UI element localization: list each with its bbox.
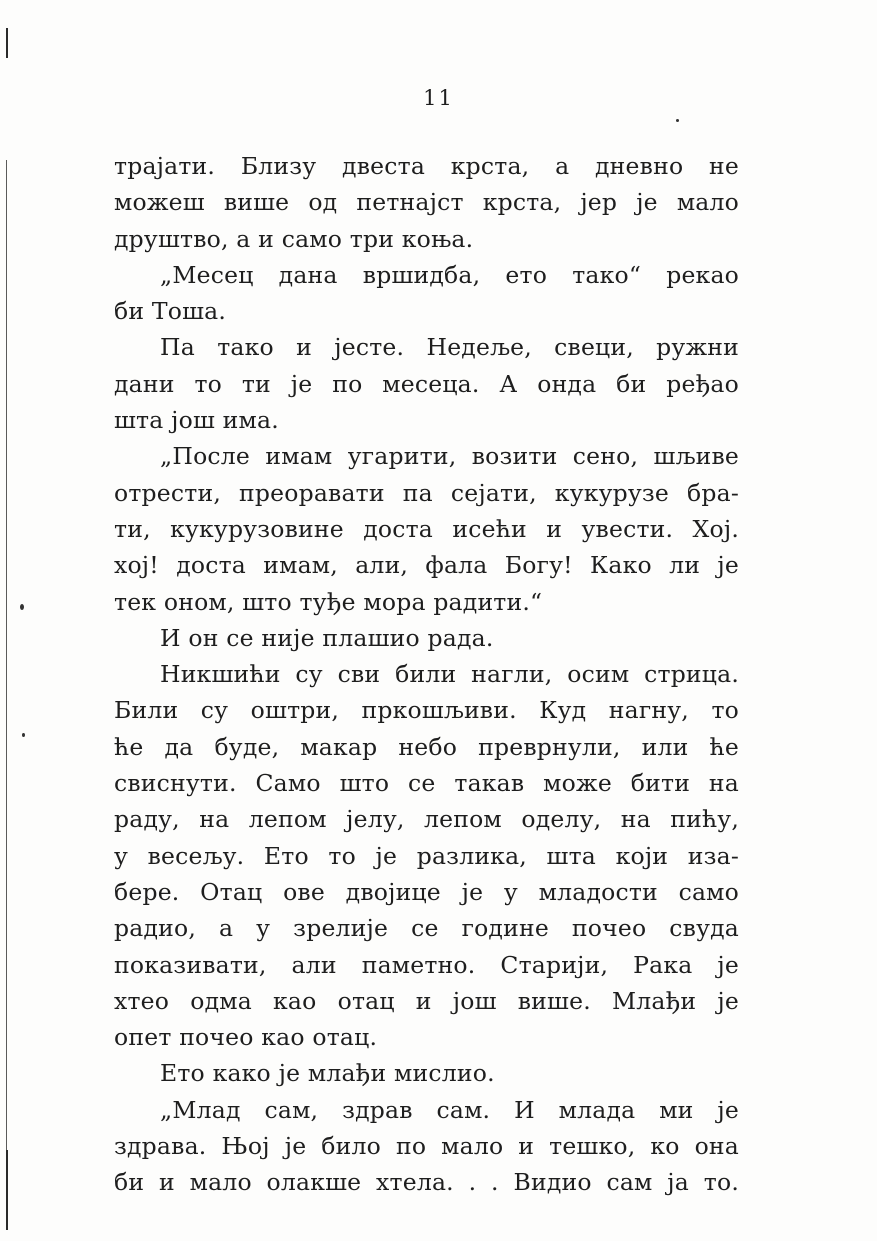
text-line: показивати, али паметно. Старији, Рака је	[114, 950, 739, 979]
text-line: бере. Отац ове двојице је у младости само	[114, 877, 739, 906]
text-line: хој! доста имам, али, фала Богу! Како ли је	[114, 551, 739, 580]
text-line: „После имам угарити, возити сено, шљиве	[160, 442, 739, 471]
page-edge-line	[6, 160, 7, 1160]
text-line: трајати. Близу двеста крста, а дневно не	[114, 152, 739, 180]
body-text	[114, 148, 739, 1201]
scan-speck	[22, 733, 25, 737]
text-line: би и мало олакше хтела. . . Видио сам ја то.	[114, 1168, 739, 1197]
text-line: Били су оштри, пркошљиви. Куд нагну, то	[114, 696, 739, 725]
text-line: здрава. Њој је било по мало и тешко, ко она	[114, 1132, 739, 1161]
text-line: Па тако и јесте. Недеље, свеци, ружни	[160, 333, 739, 362]
scan-speck	[20, 604, 24, 610]
text-line: можеш више од петнајст крста, јер је мало	[114, 188, 739, 217]
text-line: шта још има.	[114, 406, 279, 435]
page-edge-mark	[6, 28, 8, 58]
text-line: у весељу. Ето то је разлика, шта који иза-	[114, 841, 739, 870]
text-line: И он се није плашио рада.	[160, 623, 494, 652]
text-line: тек оном, што туђе мора радити.“	[114, 587, 543, 616]
text-line: опет почео као отац.	[114, 1023, 378, 1052]
scan-speck	[676, 119, 679, 122]
text-line: Ето како је млађи мислио.	[160, 1059, 495, 1088]
page-number: 11	[423, 86, 454, 110]
page-edge-mark	[6, 1150, 8, 1230]
text-line: ће да буде, макар небо преврнули, или ће	[114, 732, 739, 761]
text-line: хтео одма као отац и још више. Млађи је	[114, 986, 739, 1015]
text-line: Никшићи су сви били нагли, осим стрица.	[160, 660, 739, 689]
text-line: радио, а у зрелије се године почео свуда	[114, 914, 739, 943]
text-line: би Тоша.	[114, 297, 227, 326]
text-line: ти, кукурузовине доста исећи и увести. Хој.	[114, 514, 739, 543]
text-line: раду, на лепом јелу, лепом оделу, на пићу,	[114, 805, 739, 834]
text-line: свиснути. Само што се такав може бити на	[114, 769, 739, 798]
text-line: отрести, преоравати па сејати, кукурузе бра-	[114, 478, 739, 507]
text-line: „Млад сам, здрав сам. И млада ми је	[160, 1095, 739, 1124]
text-line: друштво, а и само три коња.	[114, 224, 474, 253]
text-line: „Месец дана вршидба, ето тако“ рекао	[160, 260, 739, 289]
text-line: дани то ти је по месеца. А онда би ређао	[114, 369, 739, 398]
